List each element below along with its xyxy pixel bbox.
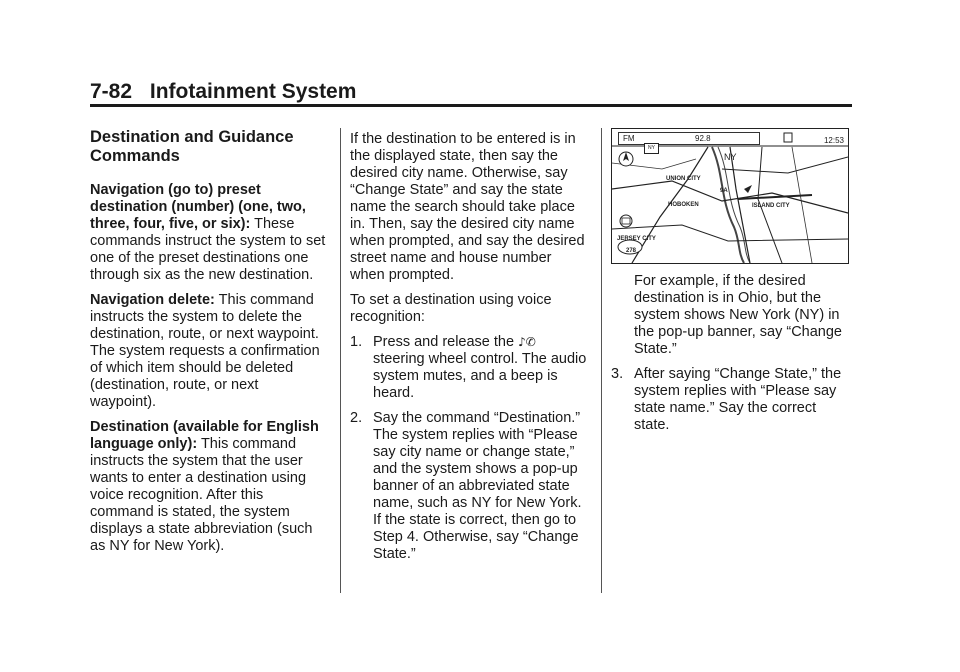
map-route-shield: 278 [626, 248, 637, 254]
intro-paragraph: If the destination to be entered is in the displayed state, then say the desired city name. Otherwise, say “Change State” and say the state name the search should take place in. Then, say the desired city name when prompted, and say the desired street name and house number when prompted. [350, 131, 585, 283]
radio-band: FM [623, 134, 635, 143]
steps-list [350, 334, 590, 563]
column-divider-2 [601, 128, 602, 593]
column-2 [350, 131, 590, 571]
push-to-talk-icon: ♪✆ [518, 335, 536, 349]
map-clock: 12:53 [823, 136, 844, 145]
page-header [90, 80, 356, 104]
section-title: Destination and Guidance Commands [90, 128, 294, 165]
entry-term: Navigation delete: [90, 292, 215, 308]
map-label-union-city: UNION CITY [666, 176, 701, 182]
steps-list-continued [611, 366, 853, 434]
radio-frequency: 92.8 [695, 134, 711, 143]
navigation-map-image [611, 128, 849, 264]
step-text-post: steering wheel control. The audio system mutes, and a beep is heard. [373, 351, 587, 401]
step-text: After saying “Change State,” the system replies with “Please say state name.” Say the correct state. [634, 366, 842, 433]
steps-lead: To set a destination using voice recognition: [350, 292, 552, 325]
entry-destination [90, 419, 328, 555]
map-label-ny: NY [724, 152, 737, 162]
page-number: 7-82 [90, 80, 133, 103]
column-3 [611, 128, 853, 442]
column-divider-1 [340, 128, 341, 593]
step-3 [611, 366, 853, 434]
map-label-hoboken: HOBOKEN [668, 202, 699, 208]
entry-term: Navigation (go to) preset destination (number) (one, two, three, four, five, or six): [90, 182, 306, 232]
entry-text: This command instructs the system to delete the destination, route, or next waypoint. The system requests a confirmation of which item should be deleted (destination, route, or next waypoint). [90, 292, 320, 410]
map-label-jersey-city: JERSEY CITY [617, 236, 656, 242]
entry-text: This command instructs the system that the user wants to enter a destination using voice recognition. After this command is stated, the system displays a state abbreviation (such as NY for New York). [90, 436, 313, 554]
entry-term: Destination (available for English language only): [90, 419, 319, 452]
entry-text: These commands instruct the system to set one of the preset destinations one through six as the new destination. [90, 216, 326, 283]
chapter-title: Infotainment System [149, 80, 357, 103]
step-number: 2. [350, 410, 363, 426]
step-number: 3. [611, 366, 624, 382]
example-paragraph: For example, if the desired destination is in Ohio, but the system shows New York (NY) in the pop-up banner, say “Change State.” [634, 273, 842, 357]
entry-delete [90, 292, 328, 411]
step-number: 1. [350, 334, 363, 350]
entry-preset [90, 182, 328, 284]
step-1 [350, 334, 590, 402]
state-popup-banner: NY [644, 143, 659, 154]
step-2 [350, 410, 590, 563]
map-label-island-city: ISLAND CITY [752, 203, 790, 209]
step-text-pre: Press and release the [373, 334, 515, 350]
header-rule [90, 104, 852, 107]
step-text: Say the command “Destination.” The system replies with “Please say city name or change state,” and the system shows a pop-up banner of an abbreviated state name, such as NY for New York. If the state is correct, then go to Step 4. Otherwise, say “Change State.” [373, 410, 582, 562]
column-1 [90, 128, 328, 563]
radio-banner [618, 132, 760, 145]
map-label-route: 9A [720, 188, 728, 194]
